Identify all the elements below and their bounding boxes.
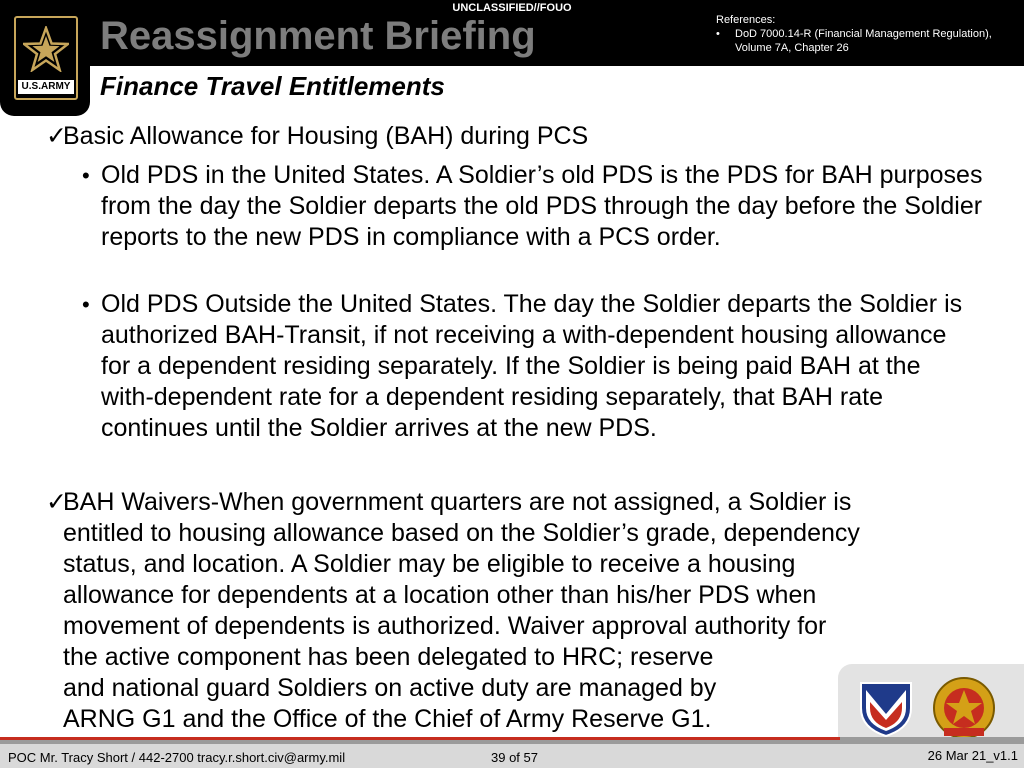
sustainment-seal-icon: [930, 676, 998, 740]
poc-contact: POC Mr. Tracy Short / 442-2700 tracy.r.short.civ@army.mil: [8, 750, 346, 765]
list-item: [0, 121, 1000, 152]
bullet-icon: •: [82, 292, 90, 317]
sub-list-item: [0, 289, 970, 444]
checkmark-icon: ✓: [46, 488, 67, 516]
reference-item: [716, 27, 992, 55]
list-item-line: and national guard Soldiers on active duty are managed by: [63, 674, 717, 702]
footer-bar: [0, 744, 1024, 768]
army-logo-text: U.S.ARMY: [18, 80, 74, 94]
list-item-line: the active component has been delegated to HRC; reserve: [63, 643, 714, 671]
list-item-text: Basic Allowance for Housing (BAH) during PCS: [63, 122, 589, 150]
reference-bullet: •: [716, 28, 720, 40]
list-item-line: entitled to housing allowance based on the Soldier’s grade, dependency: [63, 519, 860, 547]
reference-line: DoD 7000.14-R (Financial Management Regulation),: [735, 28, 992, 40]
list-item-line: allowance for dependents at a location other than his/her PDS when: [63, 581, 817, 609]
sub-item-old-pds-us: [0, 160, 985, 253]
page-number: 39 of 57: [491, 750, 538, 765]
sub-list-item-text: Old PDS in the United States. A Soldier’s old PDS is the PDS for BAH purposes from the day the Soldier departs the old PDS through the day before the Soldier reports to the new PDS in compliance with a PCS order.: [101, 161, 983, 251]
list-item-line: BAH Waivers-When government quarters are not assigned, a Soldier is: [63, 488, 852, 516]
amc-shield-icon: [858, 680, 914, 738]
reference-line: Volume 7A, Chapter 26: [735, 42, 849, 54]
page-title: Reassignment Briefing: [100, 14, 536, 58]
checkmark-icon: ✓: [46, 122, 67, 150]
version-date: 26 Mar 21_v1.1: [927, 748, 1018, 763]
content-item-bah-pcs: [0, 121, 1000, 152]
references-block: [716, 13, 992, 55]
references-heading: References:: [716, 14, 776, 26]
sub-item-old-pds-oconus: [0, 289, 970, 444]
list-item-line: ARNG G1 and the Office of the Chief of Army Reserve G1.: [63, 705, 712, 733]
footer-accent: [0, 737, 840, 740]
army-logo: [0, 0, 90, 116]
list-item-line: movement of dependents is authorized. Waiver approval authority for: [63, 612, 827, 640]
page-subtitle: Finance Travel Entitlements: [100, 71, 445, 101]
sub-list-item-text: Old PDS Outside the United States. The day the Soldier departs the Soldier is authorized BAH-Transit, if not receiving a with-dependent housing allowance for a dependent residing separately. If the Soldier is being paid BAH at the with-dependent rate for a dependent residing separately, that BAH rate continues until the Soldier arrives at the new PDS.: [101, 290, 963, 442]
army-star-icon: [23, 26, 69, 72]
sub-list-item: [0, 160, 985, 253]
army-logo-frame: [14, 16, 78, 100]
classification-banner: UNCLASSIFIED//FOUO: [452, 2, 572, 14]
list-item-line: status, and location. A Soldier may be eligible to receive a housing: [63, 550, 796, 578]
bullet-icon: •: [82, 163, 90, 188]
